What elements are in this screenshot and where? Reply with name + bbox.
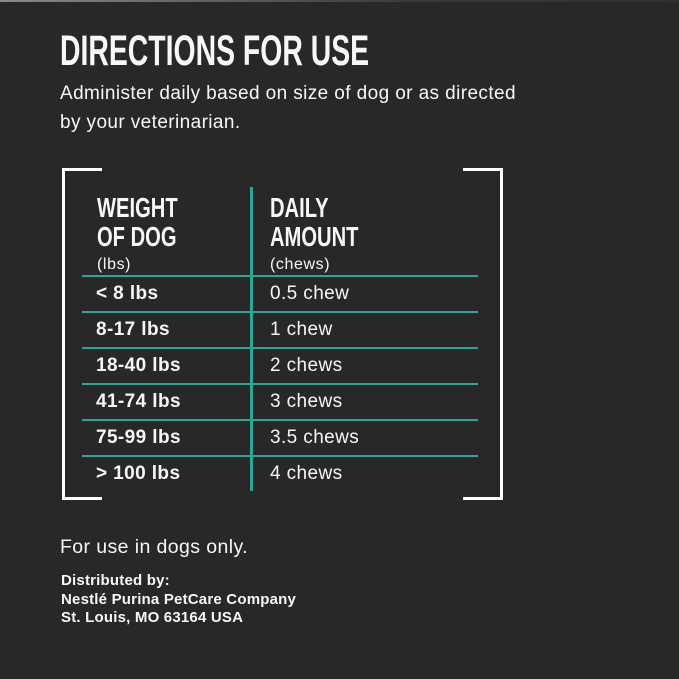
table-row bbox=[82, 455, 478, 491]
amount-cell: 4 chews bbox=[270, 463, 343, 484]
table-header-row bbox=[82, 187, 478, 275]
table-row bbox=[82, 419, 478, 455]
weight-cell: < 8 lbs bbox=[96, 283, 159, 304]
table-row bbox=[82, 383, 478, 419]
distributor-block bbox=[61, 572, 296, 628]
amount-cell: 3 chews bbox=[270, 391, 343, 412]
amount-header-unit: (chews) bbox=[270, 256, 331, 273]
column-divider-line bbox=[250, 187, 253, 491]
table-row bbox=[82, 311, 478, 347]
weight-cell: 8-17 lbs bbox=[96, 319, 170, 340]
page-title-text: DIRECTIONS FOR USE bbox=[60, 27, 370, 75]
page-title bbox=[60, 27, 528, 75]
dosage-table bbox=[82, 187, 478, 491]
intro-text bbox=[60, 79, 516, 137]
amount-header-line1: DAILY bbox=[270, 192, 329, 223]
intro-line-1: Administer daily based on size of dog or as directed bbox=[60, 83, 516, 104]
weight-header-unit: (lbs) bbox=[97, 256, 132, 273]
weight-header-line2: OF DOG bbox=[97, 221, 177, 252]
weight-cell: 41-74 lbs bbox=[96, 391, 181, 412]
intro-line-2: by your veterinarian. bbox=[60, 112, 241, 133]
weight-header-line1: WEIGHT bbox=[97, 192, 178, 223]
amount-cell: 0.5 chew bbox=[270, 283, 350, 304]
table-row bbox=[82, 347, 478, 383]
distributor-company: Nestlé Purina PetCare Company bbox=[61, 590, 297, 608]
table-row bbox=[82, 275, 478, 311]
usage-note: For use in dogs only. bbox=[60, 536, 248, 558]
distributor-address: St. Louis, MO 63164 USA bbox=[61, 609, 244, 626]
amount-cell: 3.5 chews bbox=[270, 427, 360, 448]
amount-header-line2: AMOUNT bbox=[270, 221, 359, 252]
amount-cell: 2 chews bbox=[270, 355, 343, 376]
weight-column-header bbox=[82, 187, 250, 275]
weight-cell: > 100 lbs bbox=[96, 463, 181, 484]
distributor-label: Distributed by: bbox=[61, 572, 170, 589]
weight-cell: 75-99 lbs bbox=[96, 427, 181, 448]
weight-cell: 18-40 lbs bbox=[96, 355, 181, 376]
amount-column-header bbox=[250, 187, 478, 275]
label-top-edge bbox=[0, 0, 679, 2]
amount-cell: 1 chew bbox=[270, 319, 333, 340]
